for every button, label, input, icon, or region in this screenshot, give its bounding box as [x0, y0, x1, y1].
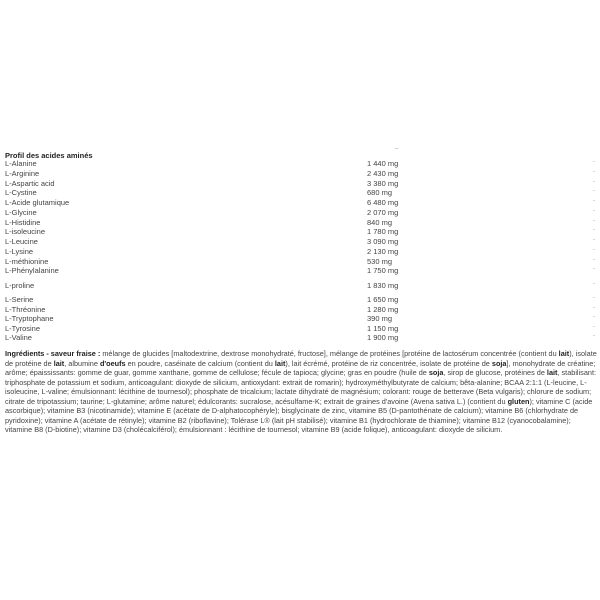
row-dash: - — [593, 169, 595, 175]
amino-value: 840 mg — [367, 218, 393, 227]
amino-value: 1 650 mg — [367, 295, 399, 304]
amino-row — [5, 159, 595, 168]
allergen-highlight: lait — [558, 349, 570, 359]
row-dash: - — [593, 295, 595, 301]
row-dash: - — [593, 266, 595, 272]
amino-row — [5, 188, 595, 197]
amino-row — [5, 208, 595, 217]
amino-value: 680 mg — [367, 188, 393, 197]
ingredient-segment: mélange de glucides [maltodextrine, dextrose monohydraté, fructose], mélange de protéines [protéine de lactosérum concentrée (contient du — [100, 349, 559, 359]
amino-value: 1 750 mg — [367, 266, 399, 275]
row-dash: - — [593, 198, 595, 204]
row-dash: - — [593, 208, 595, 214]
amino-profile-title: Profil des acides aminés — [5, 151, 93, 160]
amino-row — [5, 305, 595, 314]
amino-name: L-Histidine — [5, 218, 41, 227]
amino-name: L-Alanine — [5, 159, 37, 168]
amino-value: 1 150 mg — [367, 324, 399, 333]
amino-name: L-méthionine — [5, 257, 49, 266]
amino-name: L-isoleucine — [5, 227, 46, 236]
amino-row — [5, 218, 595, 227]
allergen-highlight: d'oeufs — [99, 358, 126, 368]
amino-value: 1 780 mg — [367, 227, 399, 236]
amino-name: L-Thréonine — [5, 305, 46, 314]
amino-name: L-Serine — [5, 295, 34, 304]
ingredients-label: Ingrédients - saveur fraise : — [5, 349, 101, 359]
ingredient-segment: ); vitamine C (acide ascorbique); vitamine B3 (nicotinamide); vitamine E (acétate de D-alphatocophéryle); bisglycinate de zinc, vitamine B5 (D-pantothénate de calcium); vitamine B6 (chlorhydrate de pyridoxine); vitamine A (acétate de rétinyle); vitamine B2 (riboflavine); Tolérase L® (lait pH stabilisé); vitamine B1 (hydrochlorate de thiamine); vitamine B12 (cyanocobalamine); vitamine B8 (D-biotine); vitamine D3 (cholécalciférol); émulsionnant : lécithine de tournesol; vitamine B9 (acide folique), anticoagulant: dioxyde de silicium. — [5, 396, 593, 435]
amino-row — [5, 333, 595, 342]
row-dash: - — [593, 159, 595, 165]
amino-row — [5, 314, 595, 323]
ingredient-segment: ), isolate de protéine de — [5, 349, 597, 368]
amino-name: L-Tyrosine — [5, 324, 41, 333]
ingredient-segment: en poudre, caséinate de calcium (contient du — [125, 358, 275, 368]
amino-row — [5, 295, 595, 304]
amino-name: L-Cystine — [5, 188, 37, 197]
ingredient-segment: ], monohydrate de créatine; arôme; épaississants: gomme de guar, gomme xanthane, gomme de cellulose; fécule de tapioca; glycine; gras en poudre (huile de — [5, 358, 596, 378]
amino-value: 6 480 mg — [367, 198, 399, 207]
row-dash: - — [593, 247, 595, 253]
header-dash: – — [395, 146, 399, 152]
amino-name: L-Phénylalanine — [5, 266, 59, 275]
allergen-highlight: lait — [546, 368, 558, 378]
amino-value: 1 830 mg — [367, 281, 399, 290]
amino-value: 1 440 mg — [367, 159, 399, 168]
row-dash: - — [593, 227, 595, 233]
amino-row — [5, 169, 595, 178]
amino-value: 2 130 mg — [367, 247, 399, 256]
amino-value: 3 380 mg — [367, 179, 399, 188]
amino-value: 2 070 mg — [367, 208, 399, 217]
allergen-highlight: lait — [274, 358, 286, 368]
amino-value: 1 280 mg — [367, 305, 399, 314]
amino-value: 3 090 mg — [367, 237, 399, 246]
row-dash: - — [593, 188, 595, 194]
amino-row — [5, 247, 595, 256]
amino-name: L-Acide glutamique — [5, 198, 70, 207]
row-dash: - — [593, 324, 595, 330]
ingredient-segment: ), lait écrémé, protéine de riz concentrée, isolate de protéine de — [285, 358, 492, 368]
amino-name: L-proline — [5, 281, 35, 290]
ingredient-segment: , albumine — [64, 358, 100, 368]
row-dash: - — [593, 281, 595, 287]
amino-row — [5, 266, 595, 275]
amino-name: L-Leucine — [5, 237, 38, 246]
amino-row — [5, 198, 595, 207]
amino-row — [5, 324, 595, 333]
row-dash: - — [593, 314, 595, 320]
ingredient-segment: , stabilisant: triphosphate de potassium et sodium, anticoagulant: dioxyde de silicium, antioxydant: extrait de romarin); hydroxyméthylbutyrate de calcium; bêta-alanine; BCAA 2:1:1 (L-leucine, L-isoleucine, L-valine; émulsionnant: lécithine de tournesol); phosphate de tricalcium; lactate dihydraté de magnésium; colorant: rouge de betterave (Beta vulgaris); chlorure de sodium; citrate de tripotassium; taurine; L-glutamine; arôme naturel; édulcorants: sucralose, acésulfame-K; extrait de graines d'avoine (Avena sativa L.) (contient du — [5, 368, 596, 406]
allergen-highlight: lait — [53, 358, 65, 368]
row-dash: - — [593, 333, 595, 339]
amino-row — [5, 179, 595, 188]
allergen-highlight: soja — [491, 358, 507, 368]
amino-value: 1 900 mg — [367, 333, 399, 342]
amino-name: L-Arginine — [5, 169, 40, 178]
amino-row — [5, 237, 595, 246]
allergen-highlight: gluten — [507, 396, 530, 406]
ingredients-paragraph — [5, 349, 597, 435]
amino-row — [5, 227, 595, 236]
ingredients-text — [5, 349, 597, 434]
row-dash: - — [593, 305, 595, 311]
allergen-highlight: soja — [428, 368, 444, 378]
amino-name: L-Valine — [5, 333, 32, 342]
amino-value: 530 mg — [367, 257, 393, 266]
amino-name: L-Tryptophane — [5, 314, 54, 323]
amino-name: L-Lysine — [5, 247, 34, 256]
amino-name: L-Glycine — [5, 208, 37, 217]
row-dash: - — [593, 257, 595, 263]
ingredient-segment: , sirop de glucose, protéines de — [443, 368, 547, 378]
amino-value: 2 430 mg — [367, 169, 399, 178]
amino-row — [5, 257, 595, 266]
row-dash: - — [593, 179, 595, 185]
amino-value: 390 mg — [367, 314, 393, 323]
row-dash: - — [593, 237, 595, 243]
amino-name: L-Aspartic acid — [5, 179, 55, 188]
amino-row — [5, 281, 595, 290]
row-dash: - — [593, 218, 595, 224]
